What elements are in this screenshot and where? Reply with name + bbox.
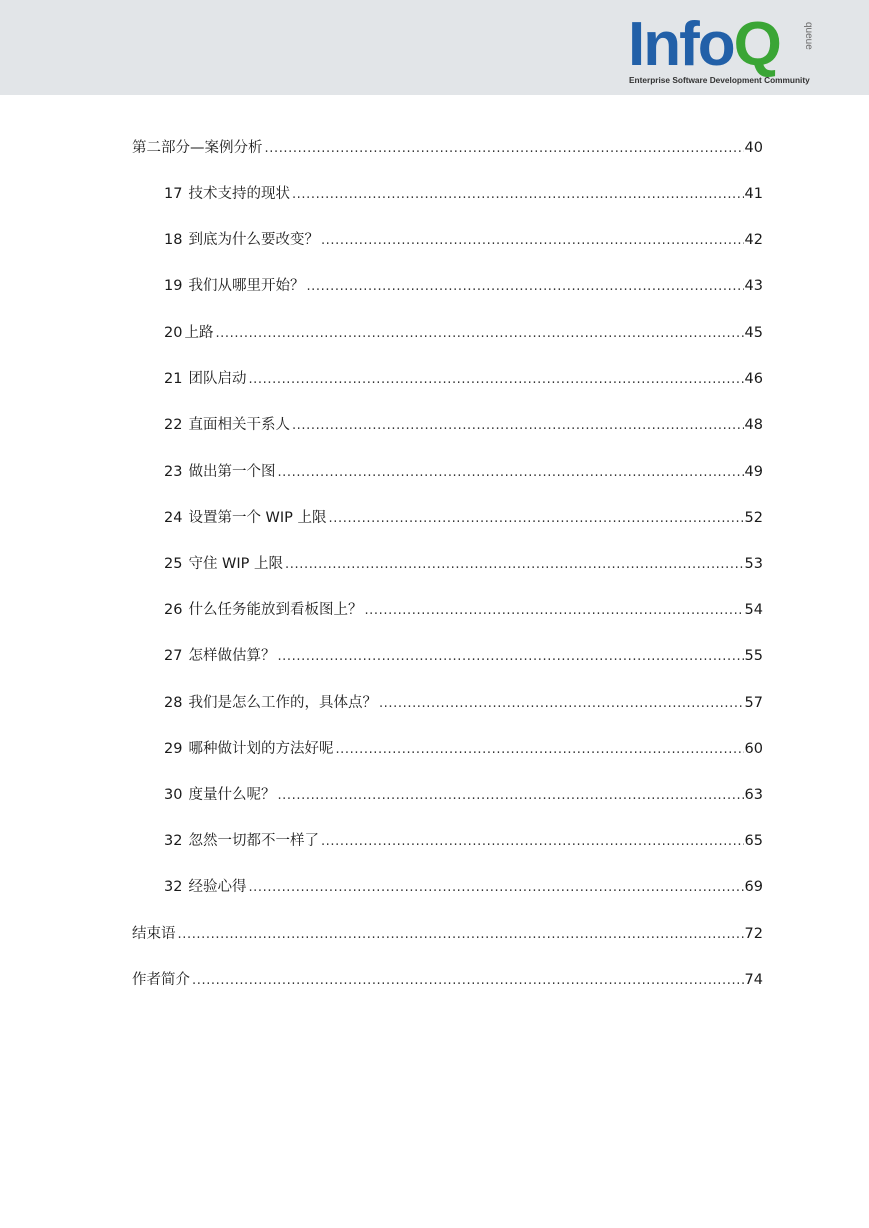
toc-entry-title: 什么任务能放到看板图上？ [188,602,363,618]
toc-entry-page: 63 [744,787,763,803]
toc-entry-page: 46 [744,371,763,387]
toc-leader-dots [215,324,743,344]
toc-entry-page: 53 [744,556,763,572]
toc-entry[interactable] [164,415,763,435]
toc-entry-number: 32 [164,833,183,849]
toc-leader-dots [285,555,744,575]
toc-entry[interactable] [164,785,763,805]
toc-entry-page: 42 [744,232,763,248]
toc-entry-title: 上路 [184,325,214,341]
toc-leader-dots [335,740,743,760]
toc-leader-dots [292,185,744,205]
toc-entry-number: 28 [164,695,183,711]
toc-entry-number: 29 [164,741,183,757]
logo-wordmark-q: Q [733,10,780,79]
toc-leader-dots [178,925,744,945]
toc-leader-dots [306,277,743,297]
toc-leader-dots [277,647,743,667]
toc-entry-title: 第二部分—案例分析 [132,140,263,156]
toc-entry-title: 度量什么呢？ [188,787,276,803]
toc-entry-page: 49 [744,464,763,480]
toc-entry[interactable] [164,831,763,851]
toc-entry-page: 60 [744,741,763,757]
toc-entry[interactable] [132,970,763,990]
toc-entry-page: 55 [744,648,763,664]
header-band [0,0,869,95]
toc-leader-dots [379,694,744,714]
toc-entry-number: 21 [164,371,183,387]
logo-side-text: queue [803,22,814,50]
toc-leader-dots [192,971,744,991]
toc-entry[interactable] [164,554,763,574]
toc-entry-title: 我们是怎么工作的，具体点？ [188,695,377,711]
logo-wordmark-info: Info [628,10,734,79]
toc-entry[interactable] [164,369,763,389]
toc-entry-title: 作者简介 [132,972,190,988]
toc-entry[interactable] [164,739,763,759]
toc-leader-dots [248,370,743,390]
toc-entry[interactable] [164,184,763,204]
toc-entry[interactable] [164,462,763,482]
toc-entry-title: 忽然一切都不一样了 [188,833,319,849]
toc-entry[interactable] [164,230,763,250]
toc-entry-title: 我们从哪里开始？ [188,278,305,294]
toc-entry-title: 设置第一个 WIP 上限 [188,510,327,526]
toc-entry-number: 30 [164,787,183,803]
toc-leader-dots [292,416,744,436]
toc-entry-number: 18 [164,232,183,248]
toc-leader-dots [321,832,744,852]
toc-entry-number: 23 [164,464,183,480]
toc-entry[interactable] [164,600,763,620]
toc-entry-number: 20 [164,325,183,341]
toc-entry-page: 48 [744,417,763,433]
toc-entry-title: 经验心得 [188,879,247,895]
toc-leader-dots [321,231,744,251]
toc-entry-page: 40 [744,140,763,156]
toc-entry[interactable] [132,924,763,944]
toc-leader-dots [277,463,743,483]
toc-entry-title: 团队启动 [188,371,247,387]
toc-entry-number: 32 [164,879,183,895]
toc-entry-title: 直面相关干系人 [188,417,290,433]
toc-entry[interactable] [164,693,763,713]
toc-entry-page: 69 [744,879,763,895]
toc-leader-dots [248,878,743,898]
toc-entry-number: 24 [164,510,183,526]
toc-entry-number: 17 [164,186,183,202]
toc-leader-dots [364,601,743,621]
toc-entry-page: 74 [744,972,763,988]
logo-wordmark [628,10,780,79]
toc-entry-page: 65 [744,833,763,849]
toc-entry[interactable] [164,276,763,296]
toc-entry-number: 25 [164,556,183,572]
toc-entry-page: 41 [744,186,763,202]
toc-entry[interactable] [164,508,763,528]
toc-entry-title: 做出第一个图 [188,464,276,480]
toc-entry[interactable] [132,138,763,158]
toc-entry-page: 57 [744,695,763,711]
toc-entry-number: 26 [164,602,183,618]
toc-leader-dots [329,509,744,529]
toc-entry[interactable] [164,877,763,897]
toc-entry-title: 技术支持的现状 [188,186,290,202]
toc-entry-page: 54 [744,602,763,618]
toc-entry-number: 19 [164,278,183,294]
toc-entry[interactable] [164,646,763,666]
infoq-logo [628,10,828,90]
toc-entry-page: 52 [744,510,763,526]
toc-entry-title: 哪种做计划的方法好呢 [188,741,334,757]
toc-entry-title: 守住 WIP 上限 [188,556,284,572]
toc-leader-dots [277,786,743,806]
toc-entry-title: 怎样做估算？ [188,648,276,664]
toc-entry-page: 72 [744,926,763,942]
toc-entry-page: 43 [744,278,763,294]
toc-entry[interactable] [164,323,763,343]
logo-tagline: Enterprise Software Development Community [629,75,810,85]
toc-entry-number: 22 [164,417,183,433]
toc-entry-page: 45 [744,325,763,341]
toc-entry-title: 结束语 [132,926,176,942]
toc-entry-number: 27 [164,648,183,664]
toc-leader-dots [265,139,744,159]
toc-entry-title: 到底为什么要改变？ [188,232,319,248]
